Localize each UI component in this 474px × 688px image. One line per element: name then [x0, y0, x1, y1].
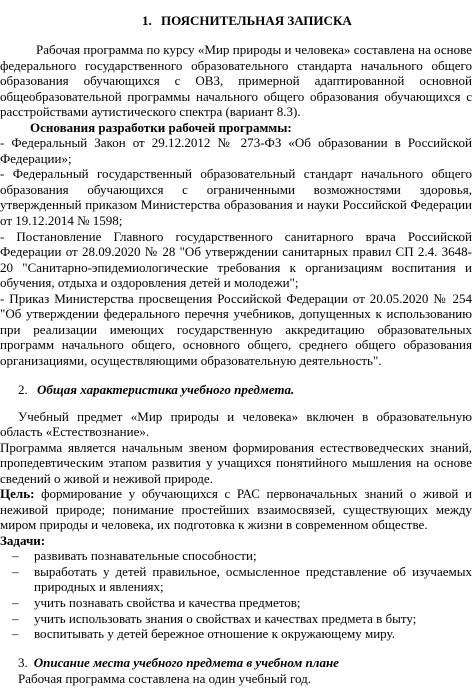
basis-line: организациями, осуществляющими образовательную деятельность". [0, 352, 382, 368]
tasks-heading: Задачи: [0, 532, 46, 548]
task-text: учить использовать знания о свойствах и качествах предмета в быту; [34, 610, 417, 626]
task-bullet: – [12, 626, 19, 641]
goal-label: Цель: [0, 486, 35, 502]
basis-line: 20 "Санитарно-эпидемиологические требования к организациям воспитания и [0, 259, 472, 275]
basis-line: - Постановление Главного государственного санитарного врача Российской [0, 228, 472, 244]
basis-line: при реализации имеющих государственную аккредитацию образовательных [0, 321, 472, 337]
task-bullet: – [12, 548, 19, 564]
basis-line: образования обучающихся с ограниченными возможностями здоровья, [0, 181, 472, 197]
section-3-heading [18, 655, 339, 671]
basis-line: - Приказ Министерства просвещения Российской Федерации от 20.05.2020 № 254 [0, 290, 472, 306]
task-text: развивать познавательные способности; [34, 548, 257, 564]
basis-line: программ начального общего, основного общего, среднего общего образования [0, 337, 472, 353]
task-text: воспитывать у детей бережное отношение к окружающему миру. [34, 626, 395, 641]
basis-heading: Основания разработки рабочей программы: [30, 119, 292, 135]
task-bullet: – [12, 595, 19, 610]
basis-line: утвержденный приказом Министерства образования и науки Российской Федерации [0, 197, 472, 213]
subject-line: область «Естествознание». [0, 424, 150, 440]
section-2-title: Общая характеристика учебного предмета. [37, 381, 295, 397]
title-number: 1. [142, 13, 152, 29]
task-text: учить познавать свойства и качества предметов; [34, 595, 301, 610]
basis-line: - Федеральный Закон от 29.12.2012 № 273-ФЗ «Об образовании в Российской [0, 135, 472, 151]
basis-line: обучения, отдыха и оздоровления детей и молодежи"; [0, 275, 299, 291]
place-text: Рабочая программа составлена на один учебный год. [18, 670, 311, 686]
subject-line: Учебный предмет «Мир природы и человека» включен в образовательную [18, 408, 472, 424]
intro-line: образования обучающихся с ОВЗ, примерной адаптированной основной [0, 73, 472, 89]
basis-line: Федерации от 28.09.2020 № 28 "Об утверждении санитарных правил СП 2.4. 3648- [0, 244, 472, 259]
intro-line: Рабочая программа по курсу «Мир природы и человека» составлена на основе [36, 42, 472, 58]
basis-line: Федерации»; [0, 150, 72, 166]
goal-line: неживой природе; понимание простейших взаимосвязей, существующих между [0, 501, 472, 517]
intro-line: расстройствами аутистического спектра (вариант 8.3). [0, 104, 301, 120]
task-bullet: – [12, 610, 19, 626]
section-2-number: 2. [18, 381, 28, 397]
task-bullet: – [12, 563, 19, 579]
goal-line: миром природы и человека, их подготовка к жизни в современном обществе. [0, 517, 428, 533]
goal-line [0, 486, 472, 502]
goal-text: формирование у обучающихся с РАС первоначальных знаний о живой и [34, 486, 472, 502]
page-title [142, 13, 352, 29]
task-text: выработать у детей правильное, осмысленное представление об изучаемых [34, 563, 472, 579]
subject-line: пропедевтическим этапом развития у учащихся понятийного мышления на основе [0, 455, 472, 471]
title-text: ПОЯСНИТЕЛЬНАЯ ЗАПИСКА [161, 13, 352, 29]
subject-line: Программа является начальным звеном формирования естествоведческих знаний, [0, 439, 472, 455]
section-3-number: 3. [18, 654, 28, 670]
task-text: природных и явлениях; [34, 579, 164, 595]
basis-line: - Федеральный государственный образовательный стандарт начального общего [0, 166, 472, 182]
basis-line: "Об утверждении федерального перечня учебников, допущенных к использованию [0, 306, 472, 322]
section-3-title: Описание места учебного предмета в учебном плане [33, 654, 339, 670]
intro-line: общеобразовательной программы начального общего образования обучающихся с [0, 88, 472, 104]
basis-line: от 19.12.2014 № 1598; [0, 212, 123, 228]
intro-line: федерального государственного образовательного стандарта начального общего [0, 57, 472, 73]
section-2-heading [18, 382, 294, 398]
subject-line: сведений о живой и неживой природе. [0, 470, 213, 486]
